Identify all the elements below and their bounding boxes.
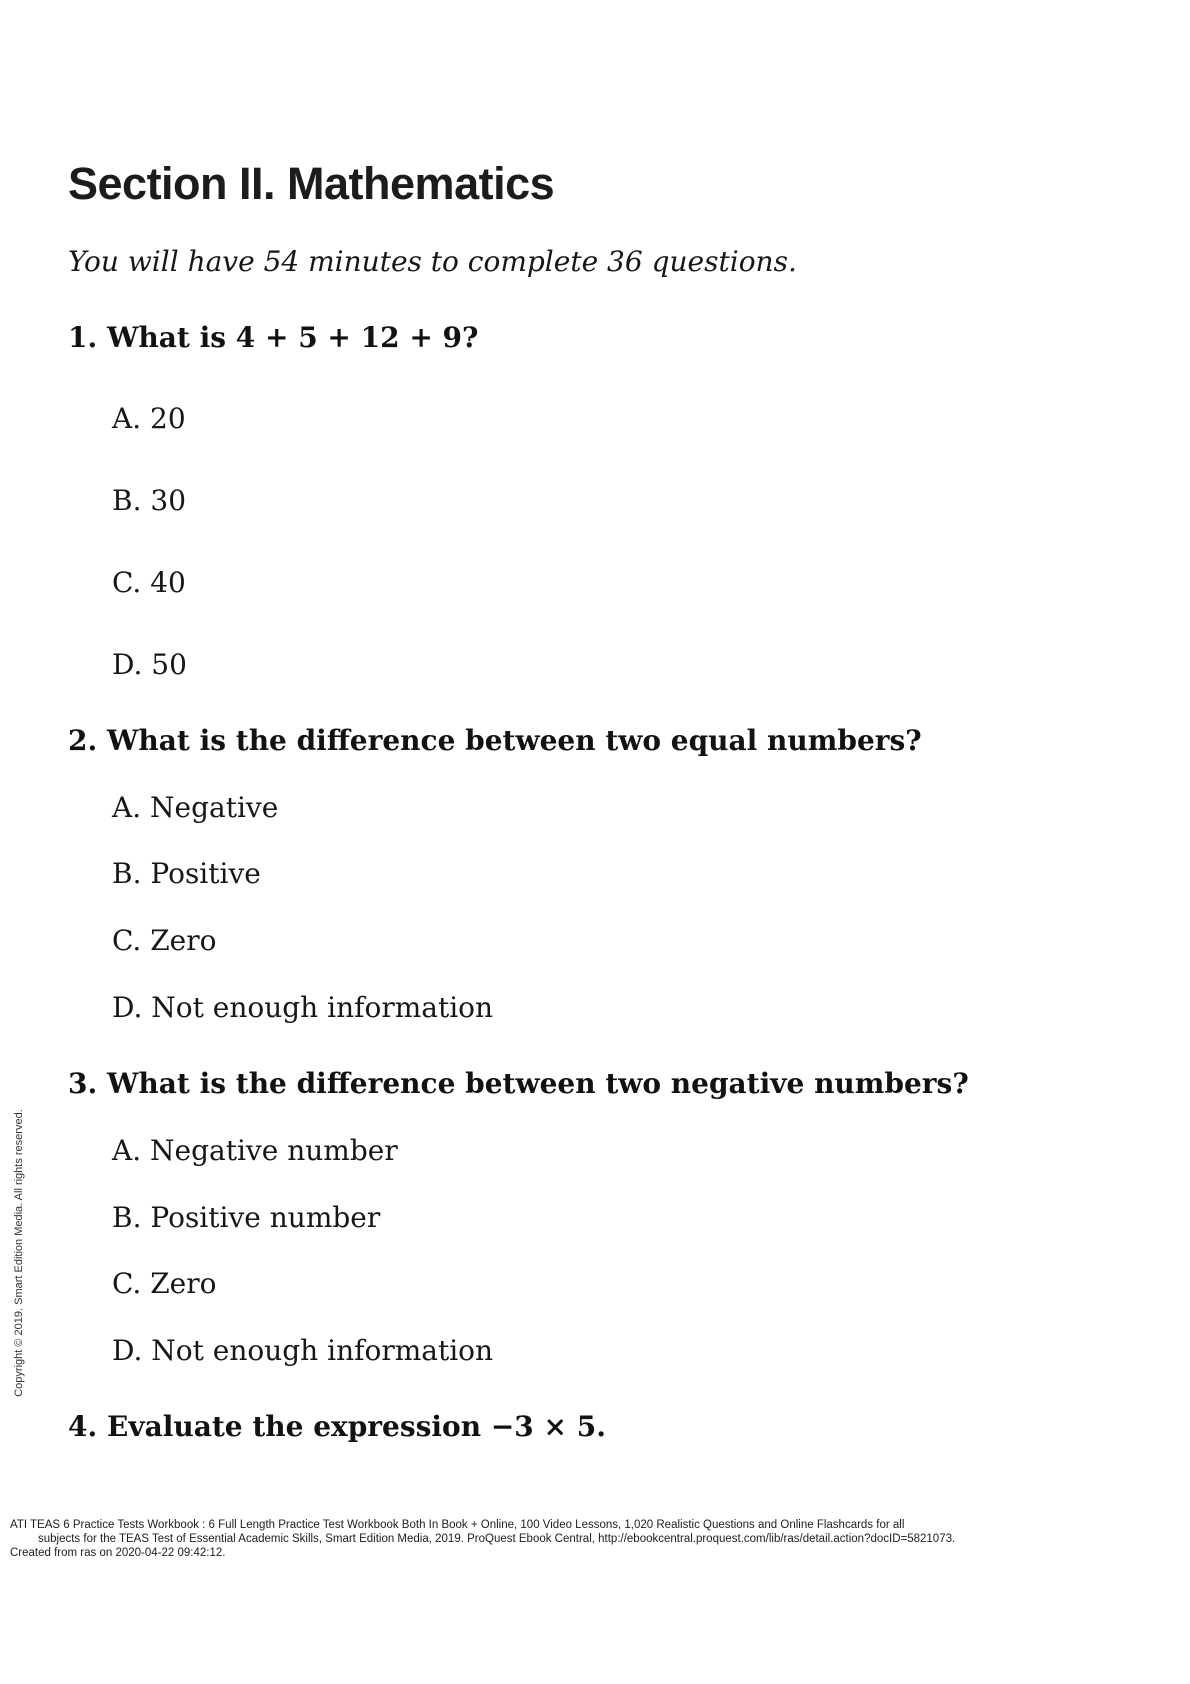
answer-option: C. 40 (112, 566, 186, 600)
citation-footer (10, 1518, 1180, 1560)
question-text: 3. What is the difference between two negative numbers? (68, 1066, 969, 1100)
question-text: 2. What is the difference between two equal numbers? (68, 723, 922, 757)
citation-line-1: ATI TEAS 6 Practice Tests Workbook : 6 Full Length Practice Test Workbook Both In Book + Online, 100 Video Lessons, 1,020 Realistic Questions and Online Flashcards for all (10, 1519, 905, 1531)
answer-option: D. 50 (112, 647, 187, 681)
question (68, 723, 1110, 1026)
section-title: Section II. Mathematics (68, 158, 555, 209)
question (68, 1066, 1110, 1369)
answer-option: C. Zero (112, 924, 217, 958)
answer-option: D. Not enough information (112, 991, 494, 1025)
citation-created-line: Created from ras on 2020-04-22 09:42:12. (10, 1547, 226, 1559)
question (68, 320, 1110, 683)
question-text: 4. Evaluate the expression −3 × 5. (68, 1410, 606, 1443)
answer-option: A. Negative (112, 790, 279, 824)
answer-option: A. Negative number (112, 1133, 398, 1167)
answer-option: D. Not enough information (112, 1334, 494, 1368)
vertical-copyright-text: Copyright © 2019. Smart Edition Media. All rights reserved. (13, 1109, 25, 1397)
question-text: 1. What is 4 + 5 + 12 + 9? (68, 320, 479, 354)
questions (68, 320, 1110, 1445)
answer-option: A. 20 (112, 402, 186, 436)
answer-option: B. Positive (112, 857, 261, 891)
citation-line-2: subjects for the TEAS Test of Essential Academic Skills, Smart Edition Media, 2019. ProQuest Ebook Central, http://ebookcentral.proquest.com/lib/ras/detail.action?docID=5821073. (38, 1533, 956, 1545)
answer-option: B. Positive number (112, 1200, 381, 1234)
question (68, 1409, 1110, 1445)
section-instructions: You will have 54 minutes to complete 36 questions. (68, 244, 797, 278)
answer-option: B. 30 (112, 484, 187, 518)
answer-option: C. Zero (112, 1267, 217, 1301)
